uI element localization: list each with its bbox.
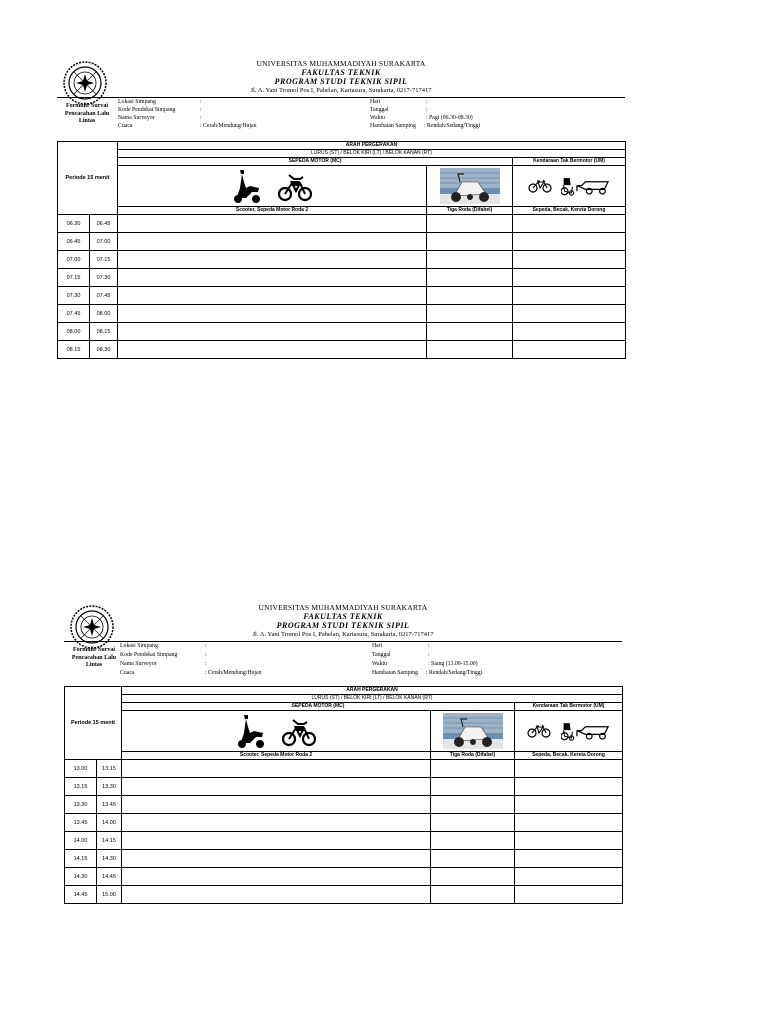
scooter-count-cell[interactable]	[122, 832, 431, 850]
hari-field[interactable]: :	[428, 643, 430, 649]
periode-header: Periode 15 menit	[58, 142, 118, 215]
tiga-roda-count-cell[interactable]	[431, 850, 515, 868]
period-row	[58, 251, 626, 269]
lokasi-label: Lokasi Simpang	[118, 99, 156, 105]
tiga-roda-count-cell[interactable]	[431, 796, 515, 814]
waktu-field[interactable]: : Pagi (06.30-08.30)	[426, 115, 473, 121]
tiga-roda-count-cell[interactable]	[427, 215, 513, 233]
lokasi-field[interactable]: :	[200, 99, 202, 105]
sepeda-count-cell[interactable]	[513, 233, 626, 251]
scooter-icon	[232, 168, 262, 204]
period-row	[58, 233, 626, 251]
period-end: 14.15	[97, 832, 122, 850]
tiga-roda-count-cell[interactable]	[427, 305, 513, 323]
hambatan-field[interactable]: : Rendah/Sedang/Tinggi	[426, 670, 483, 676]
period-end: 14.30	[97, 850, 122, 868]
period-start: 07.15	[58, 269, 90, 287]
surveyor-field[interactable]: :	[205, 661, 207, 667]
period-start: 13.00	[65, 760, 97, 778]
tiga-roda-photo-cell	[431, 711, 515, 752]
period-start: 07.45	[58, 305, 90, 323]
period-end: 13.45	[97, 796, 122, 814]
tiga-roda-count-cell[interactable]	[427, 341, 513, 359]
sepeda-label: Sepeda, Becak, Kereta Dorong	[513, 207, 626, 215]
um-icons	[515, 711, 623, 752]
bicycle-icon	[527, 724, 551, 738]
cuaca-field[interactable]: : Cerah/Mendung/Hujan	[200, 123, 257, 129]
period-start: 06.30	[58, 215, 90, 233]
address: Jl. A. Yani Tromol Pos I, Pabelan, Kartasura, Surakarta, 0217-717417	[252, 631, 434, 638]
cuaca-label: Cuaca	[118, 123, 133, 129]
sepeda-count-cell[interactable]	[513, 341, 626, 359]
hambatan-label: Hambatan Samping	[370, 123, 416, 129]
period-row	[58, 323, 626, 341]
tiga-roda-count-cell[interactable]	[431, 832, 515, 850]
mc-icons	[122, 711, 431, 752]
hari-field[interactable]: :	[426, 99, 428, 105]
period-start: 07.00	[58, 251, 90, 269]
info-section	[57, 98, 625, 134]
faculty-name: FAKULTAS TEKNIK	[303, 612, 383, 621]
info-section	[64, 642, 622, 678]
period-start: 14.15	[65, 850, 97, 868]
surveyor-label: Nama Surveyor	[120, 661, 157, 667]
sepeda-count-cell[interactable]	[515, 886, 623, 904]
scooter-count-cell[interactable]	[118, 305, 427, 323]
um-icons	[513, 166, 626, 207]
sepeda-count-cell[interactable]	[515, 796, 623, 814]
period-start: 07.30	[58, 287, 90, 305]
period-row	[58, 341, 626, 359]
scooter-count-cell[interactable]	[122, 760, 431, 778]
period-end: 08.00	[90, 305, 118, 323]
address: Jl. A. Yani Tromol Pos I, Pabelan, Kartasura, Surakarta, 0217-717417	[250, 87, 432, 94]
arah-header: ARAH PERGERAKAN	[122, 687, 623, 695]
mc-header: SEPEDA MOTOR (MC)	[122, 703, 515, 711]
hambatan-label: Hambatan Samping	[372, 670, 418, 676]
surveyor-label: Nama Surveyor	[118, 115, 155, 121]
period-row	[65, 886, 623, 904]
period-row	[65, 778, 623, 796]
period-row	[65, 796, 623, 814]
waktu-label: Waktu	[370, 115, 385, 121]
period-end: 07.00	[90, 233, 118, 251]
tiga-roda-count-cell[interactable]	[431, 814, 515, 832]
lokasi-field[interactable]: :	[205, 643, 207, 649]
period-end: 08.30	[90, 341, 118, 359]
scooter-count-cell[interactable]	[122, 850, 431, 868]
motorcycle-icon	[282, 714, 316, 748]
period-row	[58, 215, 626, 233]
sepeda-count-cell[interactable]	[513, 323, 626, 341]
sepeda-count-cell[interactable]	[515, 832, 623, 850]
um-header: Kendaraan Tak Bermotor (UM)	[515, 703, 623, 711]
period-end: 06.45	[90, 215, 118, 233]
cart-icon	[576, 723, 610, 740]
sepeda-count-cell[interactable]	[513, 305, 626, 323]
scooter-count-cell[interactable]	[118, 269, 427, 287]
motorcycle-icon	[278, 169, 312, 203]
period-start: 13.15	[65, 778, 97, 796]
scooter-label: Scooter, Sepeda Motor Roda 2	[122, 752, 431, 760]
form-title: Formulir Survai Pencacahan Lalu Lintas	[71, 647, 117, 668]
mc-icons	[118, 166, 427, 207]
period-row	[65, 850, 623, 868]
sepeda-count-cell[interactable]	[515, 814, 623, 832]
becak-icon	[561, 721, 575, 741]
scooter-label: Scooter, Sepeda Motor Roda 2	[118, 207, 427, 215]
sepeda-count-cell[interactable]	[515, 778, 623, 796]
sepeda-count-cell[interactable]	[513, 215, 626, 233]
tiga-roda-photo-cell	[427, 166, 513, 207]
period-start: 08.00	[58, 323, 90, 341]
period-start: 14.30	[65, 868, 97, 886]
movement-header: LURUS (ST) / BELOK KIRI (LT) / BELOK KANAN (RT)	[118, 150, 626, 158]
tanggal-field[interactable]: :	[426, 107, 428, 113]
hambatan-field[interactable]: : Rendah/Sedang/Tinggi	[424, 123, 481, 129]
scooter-count-cell[interactable]	[118, 287, 427, 305]
period-end: 14.45	[97, 868, 122, 886]
survey-table	[64, 686, 623, 904]
period-end: 07.15	[90, 251, 118, 269]
kode-field[interactable]: :	[205, 652, 207, 658]
period-end: 07.30	[90, 269, 118, 287]
period-end: 14.00	[97, 814, 122, 832]
form-header	[57, 56, 625, 98]
tiga-roda-count-cell[interactable]	[431, 778, 515, 796]
period-end: 13.15	[97, 760, 122, 778]
becak-icon	[561, 176, 575, 196]
movement-header: LURUS (ST) / BELOK KIRI (LT) / BELOK KANAN (RT)	[122, 695, 623, 703]
university-name: UNIVERSITAS MUHAMMADIYAH SURAKARTA	[256, 59, 426, 68]
sepeda-count-cell[interactable]	[515, 760, 623, 778]
hari-label: Hari	[372, 643, 383, 649]
waktu-label: Waktu	[372, 661, 387, 667]
survey-form-afternoon	[64, 600, 622, 898]
tiga-roda-count-cell[interactable]	[427, 233, 513, 251]
tiga-roda-count-cell[interactable]	[427, 269, 513, 287]
period-row	[65, 760, 623, 778]
period-start: 06.45	[58, 233, 90, 251]
kode-label: Kode Pendekat Simpang	[118, 107, 176, 113]
surveyor-field[interactable]: :	[200, 115, 202, 121]
sepeda-count-cell[interactable]	[513, 287, 626, 305]
scooter-count-cell[interactable]	[118, 233, 427, 251]
scooter-count-cell[interactable]	[122, 814, 431, 832]
period-end: 13.30	[97, 778, 122, 796]
scooter-count-cell[interactable]	[118, 251, 427, 269]
period-row	[65, 868, 623, 886]
period-end: 08.15	[90, 323, 118, 341]
form-title: Formulir Survai Pencacahan Lalu Lintas	[64, 103, 110, 124]
period-start: 08.15	[58, 341, 90, 359]
scooter-count-cell[interactable]	[122, 778, 431, 796]
cuaca-label: Cuaca	[120, 670, 135, 676]
form-header	[64, 600, 622, 642]
tiga-roda-count-cell[interactable]	[427, 251, 513, 269]
scooter-count-cell[interactable]	[118, 341, 427, 359]
bicycle-icon	[528, 179, 552, 193]
program-name: PROGRAM STUDI TEKNIK SIPIL	[276, 621, 410, 630]
scooter-count-cell[interactable]	[118, 215, 427, 233]
cart-icon	[576, 178, 610, 195]
tiga-roda-count-cell[interactable]	[427, 323, 513, 341]
waktu-field[interactable]: : Siang (13.00-15.00)	[428, 661, 478, 667]
lokasi-label: Lokasi Simpang	[120, 643, 158, 649]
tiga-roda-label: Tiga Roda (Difabel)	[431, 752, 515, 760]
period-row	[58, 269, 626, 287]
mc-header: SEPEDA MOTOR (MC)	[118, 158, 513, 166]
period-end: 15.00	[97, 886, 122, 904]
scooter-count-cell[interactable]	[122, 886, 431, 904]
period-row	[65, 832, 623, 850]
sepeda-label: Sepeda, Becak, Kereta Dorong	[515, 752, 623, 760]
um-header: Kendaraan Tak Bermotor (UM)	[513, 158, 626, 166]
tiga-roda-count-cell[interactable]	[431, 886, 515, 904]
tiga-roda-count-cell[interactable]	[431, 760, 515, 778]
tanggal-label: Tanggal	[372, 652, 391, 658]
kode-field[interactable]: :	[200, 107, 202, 113]
period-start: 14.00	[65, 832, 97, 850]
arah-header: ARAH PERGERAKAN	[118, 142, 626, 150]
period-row	[58, 287, 626, 305]
period-start: 13.30	[65, 796, 97, 814]
tanggal-field[interactable]: :	[428, 652, 430, 658]
hari-label: Hari	[370, 99, 381, 105]
faculty-name: FAKULTAS TEKNIK	[301, 68, 381, 77]
period-end: 07.45	[90, 287, 118, 305]
periode-header: Periode 15 menit	[65, 687, 122, 760]
sepeda-count-cell[interactable]	[513, 251, 626, 269]
scooter-icon	[236, 713, 266, 749]
tiga-roda-count-cell[interactable]	[431, 868, 515, 886]
kode-label: Kode Pendekat Simpang	[120, 652, 178, 658]
scooter-count-cell[interactable]	[122, 868, 431, 886]
sepeda-count-cell[interactable]	[515, 868, 623, 886]
survey-table	[57, 141, 626, 359]
period-start: 14.45	[65, 886, 97, 904]
period-start: 13.45	[65, 814, 97, 832]
three-wheel-photo	[440, 168, 500, 204]
tanggal-label: Tanggal	[370, 107, 389, 113]
survey-form-morning	[57, 56, 625, 353]
three-wheel-photo	[443, 713, 503, 749]
sepeda-count-cell[interactable]	[513, 269, 626, 287]
cuaca-field[interactable]: : Cerah/Mendung/Hujan	[205, 670, 262, 676]
tiga-roda-count-cell[interactable]	[427, 287, 513, 305]
university-name: UNIVERSITAS MUHAMMADIYAH SURAKARTA	[258, 603, 428, 612]
period-row	[65, 814, 623, 832]
scooter-count-cell[interactable]	[118, 323, 427, 341]
tiga-roda-label: Tiga Roda (Difabel)	[427, 207, 513, 215]
program-name: PROGRAM STUDI TEKNIK SIPIL	[274, 77, 408, 86]
period-row	[58, 305, 626, 323]
sepeda-count-cell[interactable]	[515, 850, 623, 868]
scooter-count-cell[interactable]	[122, 796, 431, 814]
